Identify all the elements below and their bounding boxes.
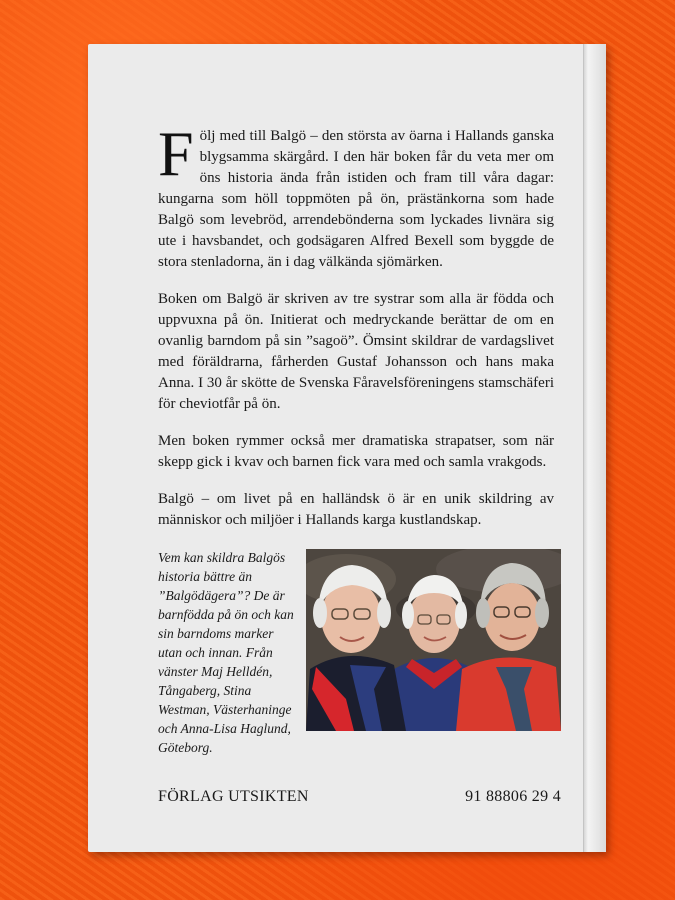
book-spine-edge [583, 44, 606, 852]
photo-three-sisters [306, 549, 561, 731]
isbn-number: 91 88806 29 4 [465, 788, 561, 805]
paragraph-2: Boken om Balgö är skriven av tre systrar som alla är födda och uppvuxna på ön. Initierat och medryckande berättar de om en ovanlig barndom på sin ”sagoö”. Ömsint skildrar de vardagslivet med föräldrarna, fårherden Gustaf Johansson och hans maka Anna. I 30 år skötte de Svenska Fåravelsföreningens stamschäferi för cheviotfår på ön. [158, 291, 554, 412]
publisher-name: FÖRLAG UTSIKTEN [158, 788, 309, 805]
book-back-cover [88, 44, 606, 852]
description-text [158, 118, 554, 547]
paragraph-1 [158, 118, 554, 273]
paragraph-1-text: ölj med till Balgö – den största av öarna i Hallands ganska blygsamma skärgård. I den här boken får du veta mer om öns historia ända från istiden och fram till våra dagar: kungarna som höll toppmöten på ön, prästänkorna som hade Balgö som levebröd, arrendebönderna som lyckades livnära sig ute i havsbandet, och godsägaren Alfred Bexell som byggde de stora stenladorna, än i dag välkända sjömärken. [158, 128, 554, 270]
photo-caption: Vem kan skildra Balgös historia bättre än ”Balgödägera”? De är barnfödda på ön och kan sin barndoms marker utan och innan. Från vänster Maj Helldén, Tångaberg, Stina Westman, Västerhaninge och Anna-Lisa Haglund, Göteborg. [158, 550, 294, 755]
drop-cap: F [158, 118, 194, 189]
paragraph-4: Balgö – om livet på en halländsk ö är en unik skildring av människor och miljöer i Hallands karga kustlandskap. [158, 491, 554, 528]
paragraph-3: Men boken rymmer också mer dramatiska strapatser, som när skepp gick i kvav och barnen fick vara med och samla vrakgods. [158, 433, 554, 470]
